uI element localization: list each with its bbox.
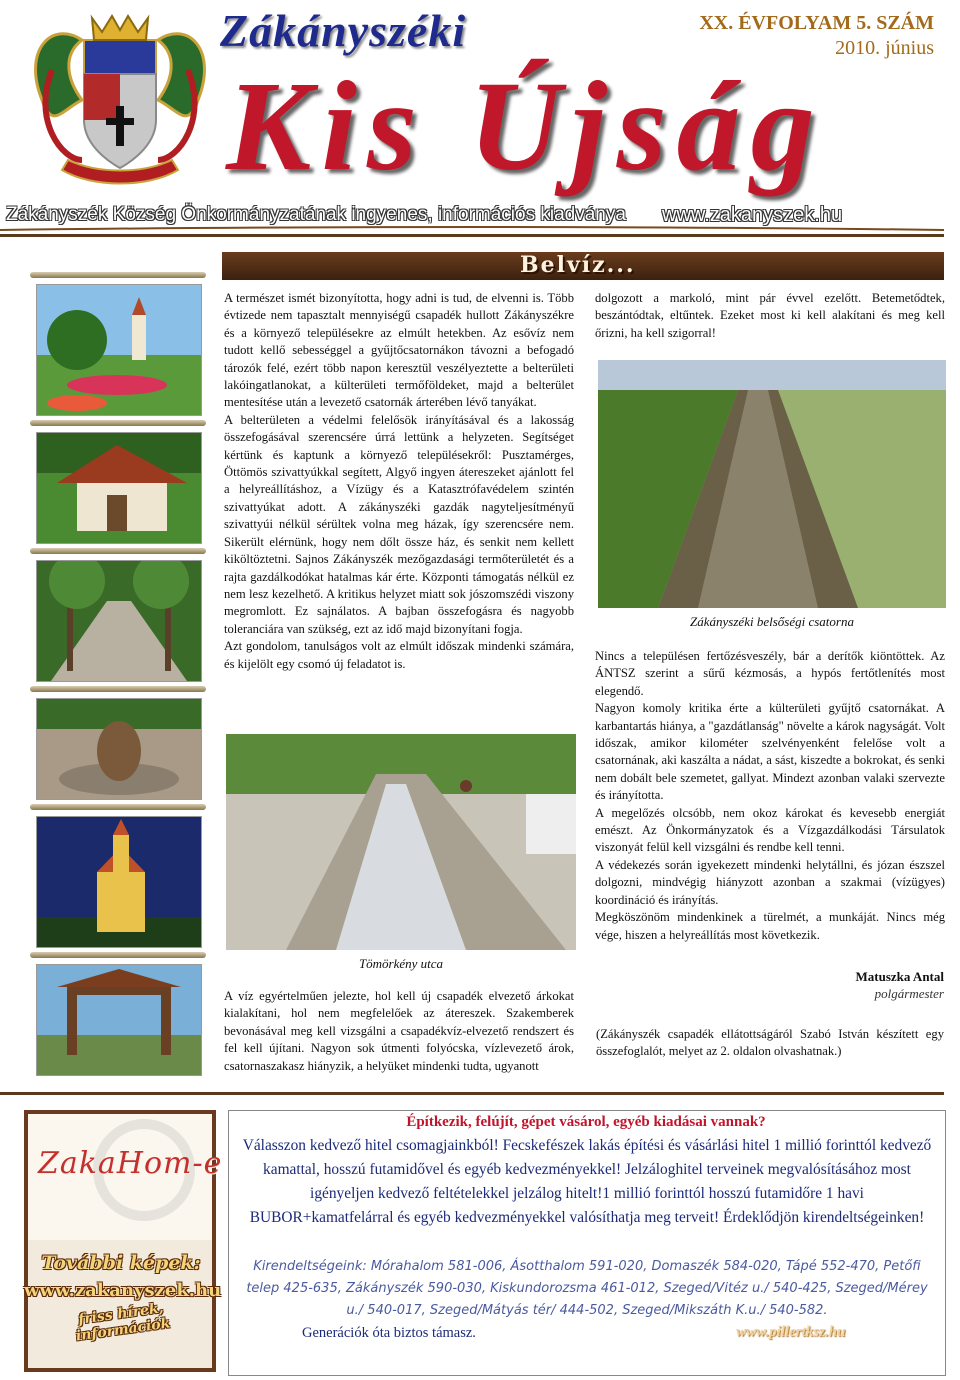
author-role: polgármester bbox=[874, 986, 944, 1001]
ad-branches: Kirendeltségeink: Mórahalom 581-006, Ásotthalom 591-020, Domaszék 584-020, Tápé 552-470, Petőfi telep 425-635, Zákányszék 590-030, Kiskundorozsma 461-012, Szeged/Vitéz u./ 540-425, Szeged/Mérey u./ 540-017, Szeged/Mátyás tér/ 444-502, Szeged/Mikszáth K.u./ 540-582. bbox=[246, 1259, 928, 1318]
divider-bar bbox=[30, 548, 206, 554]
article-column-1-continued bbox=[224, 988, 574, 1075]
article-title: Belvíz... bbox=[520, 252, 636, 278]
article-signature bbox=[596, 968, 944, 1002]
ad-body: Válasszon kedvező hitel csomagjainkból! Fecskefészek lakás építési és vásárlási hitel 1 millió forinttól kedvező kamattal, hosszú futamidővel és egyéb kedvezményekkel! Jelzáloghitel terveinek megvalósításához most igényeljen kedvező feltételekkel jelzálog hitelt!1 millió forinttól hosszú futamidőre 1 havi BUBOR+kamatfelárral és egyéb kedvezményekkel valósíthatja meg terveit! Érdeklődjön kirendeltségeinken! bbox=[242, 1137, 932, 1226]
paragraph: A víz egyértelműen jelezte, hol kell új csapadék elvezető árkokat kialakítani, hol nem megfelelőek az átereszek. Szakemberek bevonásával meg kell vizsgálni a csapadékvíz-elvezető rendszert és fel kell újítani. Nagyon sok útmenti folyócska, vízlevezető árok, csatornaszakasz hiányzik, a helyüket mindenki tudta, ugyanott bbox=[224, 989, 574, 1073]
article-note: (Zákányszék csapadék ellátottságáról Szabó István készített egy összefoglalót, melyet az 2. oldalon olvashatnak.) bbox=[596, 1027, 944, 1059]
photo-strip bbox=[30, 258, 206, 1078]
coat-of-arms-crest bbox=[22, 10, 218, 188]
paragraph: A belterületen a védelmi felelősök irányításával és a lakosság összefogásával szerencsére úrrá lettünk a helyzeten. Segítséget kértünk és kaptunk a környező településekről: Pusztamérges, Öttömös szivattyúkkal segített, Algyő ingyen átereszeket ajánlott fel a helyreállításhoz, a Vízügy és a Katasztrófavédelem szintén szivattyúkat adott. A zákányszéki gazdák nagyteljesítményű szivattyúi nélkül sérültek volna meg házak, így szerencsére nem. Sikerült elérnünk, hogy nem dőlt össze ház, és senkit nem kellett kiköltöztetni. Sajnos Zákányszék mezőgazdasági termőterületét és a rajta gazdálkodókat hatalmas kár érte. Központi támogatás nélkül ez nem lesz kezelhető. A kritikus helyzet miatt sok jószomszédi viszony megromlott. Ez sajnálatos. A bajban összefogásra és nagyobb toleranciára van szükség, ezt az idő majd bizonyítani fogja. bbox=[224, 412, 574, 636]
article-column-2 bbox=[595, 648, 945, 944]
paragraph: A megelőzés olcsóbb, nem okoz károkat és kevesebb energiát emészt. Az Önkormányzatok és a Vízgazdálkodási Társulatok viszonyát felül kell vizsgálni és rendbe kell tenni. bbox=[595, 805, 945, 855]
masthead-title-small: Zákányszéki bbox=[220, 5, 467, 56]
article-column-2-top bbox=[595, 290, 945, 342]
divider-bar bbox=[30, 420, 206, 426]
ad-heading: Építkezik, felújít, gépet vásárol, egyéb kiadásai vannak? bbox=[406, 1114, 766, 1130]
zakahome-logo: ZakaHom-e bbox=[38, 1146, 223, 1181]
promo-news-label: friss hírek, információk bbox=[74, 1300, 172, 1345]
photo-caption: Zákányszéki belsőségi csatorna bbox=[690, 614, 854, 629]
photo-drainage-canal bbox=[598, 360, 946, 608]
paragraph: dolgozott a markoló, mint pár évvel ezelőtt. Betemetődtek, beszántódtak, eltűntek. Ezeket most ki kell alakítani és meg kell őrizni, ha kell szigorral! bbox=[595, 291, 945, 340]
photo-caption: Tömörkény utca bbox=[358, 956, 444, 971]
masthead-subtitle: Zákányszék Község Önkormányzatának ingyenes, információs kiadványa bbox=[6, 204, 626, 225]
divider-bar bbox=[30, 272, 206, 278]
divider-bar bbox=[30, 952, 206, 958]
paragraph: A védekezés során igyekezett mindenki helytállni, és józan észszel dolgozni, mindvégig hiányzott azonban a szakmai (vízügyes) koordináció és irányítás. bbox=[595, 857, 945, 907]
paragraph: Nagyon komoly kritika érte a külterületi gyűjtő csatornákat. A karbantartás hiánya, a "gazdátlanság" növelte a károk nagyságát. Volt időszak, amikor kilométer szelvényenként felelőse volt a csatornának, aki kaszálta a nádat, a sást, kiszedte a bokrokat, és senki nem dobált bele szemetet, gallyat. Mindezt azonban valaki szervezte és irányította. bbox=[595, 701, 945, 803]
issue-volume: XX. ÉVFOLYAM 5. SZÁM bbox=[699, 12, 934, 34]
photo-yellow-church bbox=[36, 816, 202, 948]
photo-stone-sculpture bbox=[36, 698, 202, 800]
promo-website-link[interactable]: www.zakanyszek.hu bbox=[24, 1280, 222, 1301]
ad-website-link[interactable]: www.pillertksz.hu bbox=[736, 1324, 846, 1340]
masthead-website-link[interactable]: www.zakanyszek.hu bbox=[662, 204, 843, 226]
divider-bar bbox=[30, 686, 206, 692]
paragraph: Nincs a településen fertőzésveszély, bár a derítők kiöntöttek. Az ÁNTSZ szerint a sűrű kézmosás, a hypós fertőtlenítés most elegendő. bbox=[595, 649, 945, 698]
promo-more-images: További képek: bbox=[41, 1252, 201, 1274]
photo-roofed-well bbox=[36, 432, 202, 544]
author-name: Matuszka Antal bbox=[855, 969, 944, 984]
ad-slogan: Generációk óta biztos támasz. bbox=[302, 1325, 476, 1341]
header-rule bbox=[0, 234, 944, 237]
issue-info bbox=[699, 12, 934, 60]
masthead-title-big: Kis Újság bbox=[226, 55, 825, 197]
paragraph: Azt gondolom, tanulságos volt az elmúlt időszak mindenki számára, és kijelölt egy csomó új feladatot is. bbox=[224, 639, 574, 671]
photo-tree-alley bbox=[36, 560, 202, 682]
paragraph: Megköszönöm mindenkinek a türelmét, a munkáját. Nincs még vége, hiszen a helyreállítás most következik. bbox=[595, 910, 945, 942]
paragraph: A természet ismét bizonyította, hogy adni is tud, de elvenni is. Több évtizede nem tapasztalt mennyiségű csapadék hullott Zákányszékre és a környező településekre az elmúlt hetekben. Az esővíz nem tudott kellő sebességgel a gyűjtőcsatornákon távozni a befogadó tározók felé, ezért több napon keresztül veszélyeztette a belterületi lakóingatlanokat, a külterületi termőföldeket, majd a belterület mentesítése után a levezető csatornák árterében lévő tanyákat. bbox=[224, 291, 574, 410]
issue-date: 2010. június bbox=[835, 37, 934, 59]
divider-bar bbox=[30, 804, 206, 810]
photo-flooded-street-ditch bbox=[226, 734, 576, 950]
article-column-1 bbox=[224, 290, 574, 673]
photo-flower-garden-church bbox=[36, 284, 202, 416]
footer-rule bbox=[0, 1092, 944, 1095]
photo-wooden-gate bbox=[36, 964, 202, 1076]
